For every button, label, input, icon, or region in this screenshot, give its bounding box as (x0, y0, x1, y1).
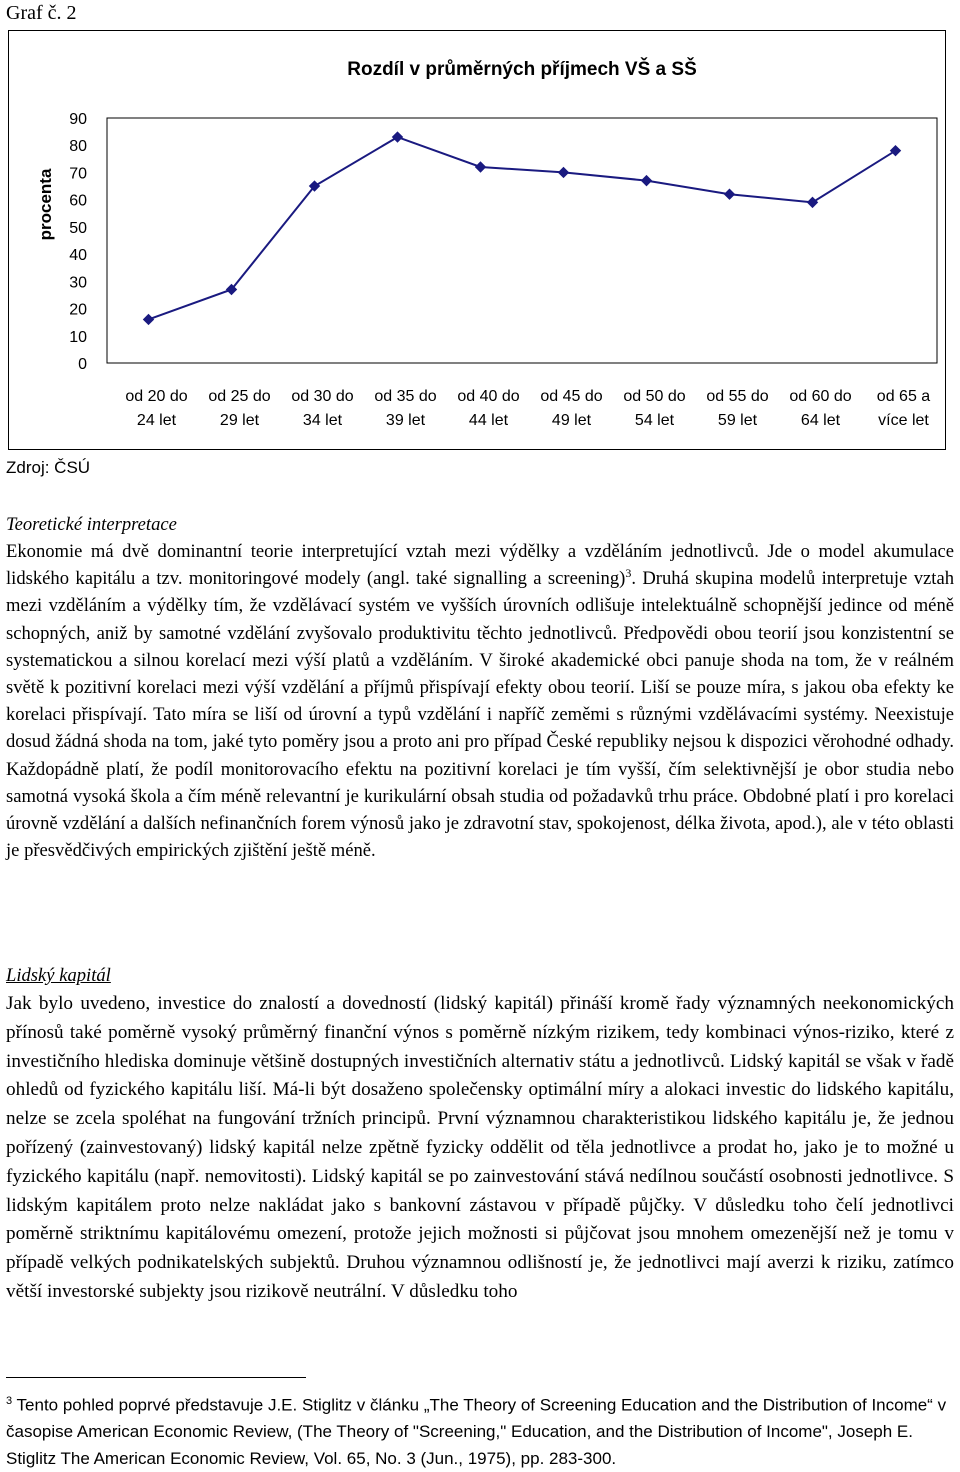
chart-title: Rozdíl v průměrných příjmech VŠ a SŠ (347, 59, 697, 80)
y-tick-label: 80 (69, 138, 87, 156)
data-point (808, 197, 818, 207)
plot-area (107, 118, 937, 363)
x-tick-label: 29 let (219, 412, 260, 429)
footnote-text: Tento pohled poprvé představuje J.E. Stiglitz v článku „The Theory of Screening Education and the Distribution of Income“ v časopise American Economic Review, (The Theory of "Screening," Education, and the Distribution of Income", Joseph E. Stiglitz The American Economic Review, Vol. 65, No. 3 (Jun., 1975), pp. 283-300. (6, 1395, 947, 1468)
x-tick-label: 59 let (717, 412, 758, 429)
data-point (476, 162, 486, 172)
chart-frame (8, 30, 946, 450)
data-point (393, 132, 403, 142)
y-tick-label: 30 (69, 274, 87, 292)
y-tick-label: 90 (69, 111, 87, 128)
source-label: Zdroj: ČSÚ (6, 458, 91, 477)
x-tick-label: 44 let (468, 412, 509, 429)
series-line (149, 137, 896, 319)
footnote-number: 3 (6, 1395, 13, 1407)
section-heading-theoretical: Teoretické interpretace (6, 514, 177, 535)
x-tick-label: od 30 do (291, 388, 354, 405)
data-point (725, 189, 735, 199)
paragraph-human-capital: Jak bylo uvedeno, investice do znalostí a dovedností (lidský kapitál) přináší kromě řady významných neekonomických přínosů také poměrně vysoký průměrný finanční výnos s poměrně nízkým rizikem, tedy kombinaci výnos-riziko, které z investičního hlediska dominuje většině dostupných investičních alternativ státu a jednotlivců. Lidský kapitál se však v řadě ohledů od fyzického kapitálu liší. Má-li být dosaženo společensky optimální míry a alokaci investic do lidského kapitálu, nelze se zcela spoléhat na fungování tržních principů. První významnou charakteristikou lidského kapitálu je, že jednou pořízený (zainvestovaný) lidský kapitál nelze zpětně fyzicky oddělit od těla jednotlivce a prodat ho, jako je to možné u fyzického kapitálu (např. nemovitosti). Lidský kapitál se po zainvestování stává nedílnou součástí osobnosti jednotlivce. S lidským kapitálem proto nelze nakládat jako s bankovní zástavou v případě půjčky. V důsledku toho čelí jednotlivci poměrně striktnímu kapitálovému omezení, protože jejich možnosti si půjčovat jsou mnohem omezenější než je tomu v případě velkých podnikatelských subjektů. Druhou významnou odlišností je, že jednotlivci mají averzi k riziku, zatímco větší investorské subjekty jsou rizikově neutrální. V důsledku toho (6, 993, 954, 1302)
x-tick-label: 34 let (302, 412, 343, 429)
y-tick-label: 60 (69, 192, 87, 210)
data-point (642, 176, 652, 186)
y-tick-label: 0 (78, 356, 87, 373)
y-tick-label: 70 (69, 165, 87, 183)
y-tick-label: 10 (69, 328, 87, 346)
x-tick-label: od 25 do (208, 388, 271, 405)
y-tick-label: 50 (69, 219, 87, 237)
footnote-rule (6, 1377, 306, 1378)
y-axis-label: procenta (36, 168, 55, 241)
paragraph-text: Ekonomie má dvě dominantní teorie interpretující vztah mezi výdělky a vzděláním jednotlivců. Jde o model akumulace lidského kapitálu a tzv. monitoringové modely (angl. také signalling a screening) (6, 541, 954, 590)
x-tick-label: od 20 do (125, 388, 188, 405)
x-tick-label: od 35 do (374, 388, 437, 405)
x-tick-label: od 45 do (540, 388, 603, 405)
x-tick-label: od 40 do (457, 388, 520, 405)
footnote (6, 1388, 954, 1472)
data-point (144, 314, 154, 324)
section-heading-human-capital: Lidský kapitál (6, 965, 111, 986)
x-tick-label: 24 let (136, 412, 177, 429)
figure-label: Graf č. 2 (6, 2, 77, 24)
paragraph-theoretical (6, 538, 954, 864)
x-tick-label: 49 let (551, 412, 592, 429)
x-tick-label: 64 let (800, 412, 841, 429)
y-tick-label: 40 (69, 247, 87, 265)
paragraph-text: . Druhá skupina modelů interpretuje vztah mezi vzděláním a výdělky tím, že vzdělávací systém ve vyšších úrovních odlišuje intelektuálně schopnější jedince od méně schopných, aniž by samotné vzdělání zvyšovalo produktivitu těchto jednotlivců. Předpovědi obou teorií jsou konzistentní se systematickou a silnou korelací mezi výší platů a vzděláním. V široké akademické obci panuje shoda na tom, že v reálném světě k pozitivní korelaci mezi výší vzdělání a příjmů přispívají efekty obou teorií. Liší se pouze míra, s jakou oba efekty ke korelaci přispívají. Tato míra se liší od úrovní a typů vzdělání i napříč zeměmi s různými vzdělávacími systémy. Neexistuje dosud žádná shoda na tom, jaké tyto poměry jsou a proto ani pro případ České republiky nejsou k dispozici věrohodné odhady. Každopádně platí, že podíl monitorovacího efektu na pozitivní korelaci je tím vyšší, čím selektivnější je obor studia nebo samotná vysoká škola a čím méně relevantní je kurikulární obsah studia od požadavků trhu práce. Obdobné platí i pro korelaci úrovně vzdělání a dalších nefinančních forem výnosů jako je zdravotní stav, spokojenost, délka života, apod.), ale v této oblasti je přesvědčivých empirických zjištění ještě méně. (6, 568, 954, 862)
x-tick-label: od 60 do (789, 388, 852, 405)
x-tick-label: více let (878, 412, 929, 429)
data-point (559, 167, 569, 177)
x-tick-label: od 65 a (876, 388, 931, 405)
x-tick-label: od 50 do (623, 388, 686, 405)
y-tick-label: 20 (69, 301, 87, 319)
data-point (891, 146, 901, 156)
line-chart (9, 31, 945, 449)
x-tick-label: 54 let (634, 412, 675, 429)
x-tick-label: 39 let (385, 412, 426, 429)
footnote-ref: 3 (625, 566, 632, 581)
x-tick-label: od 55 do (706, 388, 769, 405)
